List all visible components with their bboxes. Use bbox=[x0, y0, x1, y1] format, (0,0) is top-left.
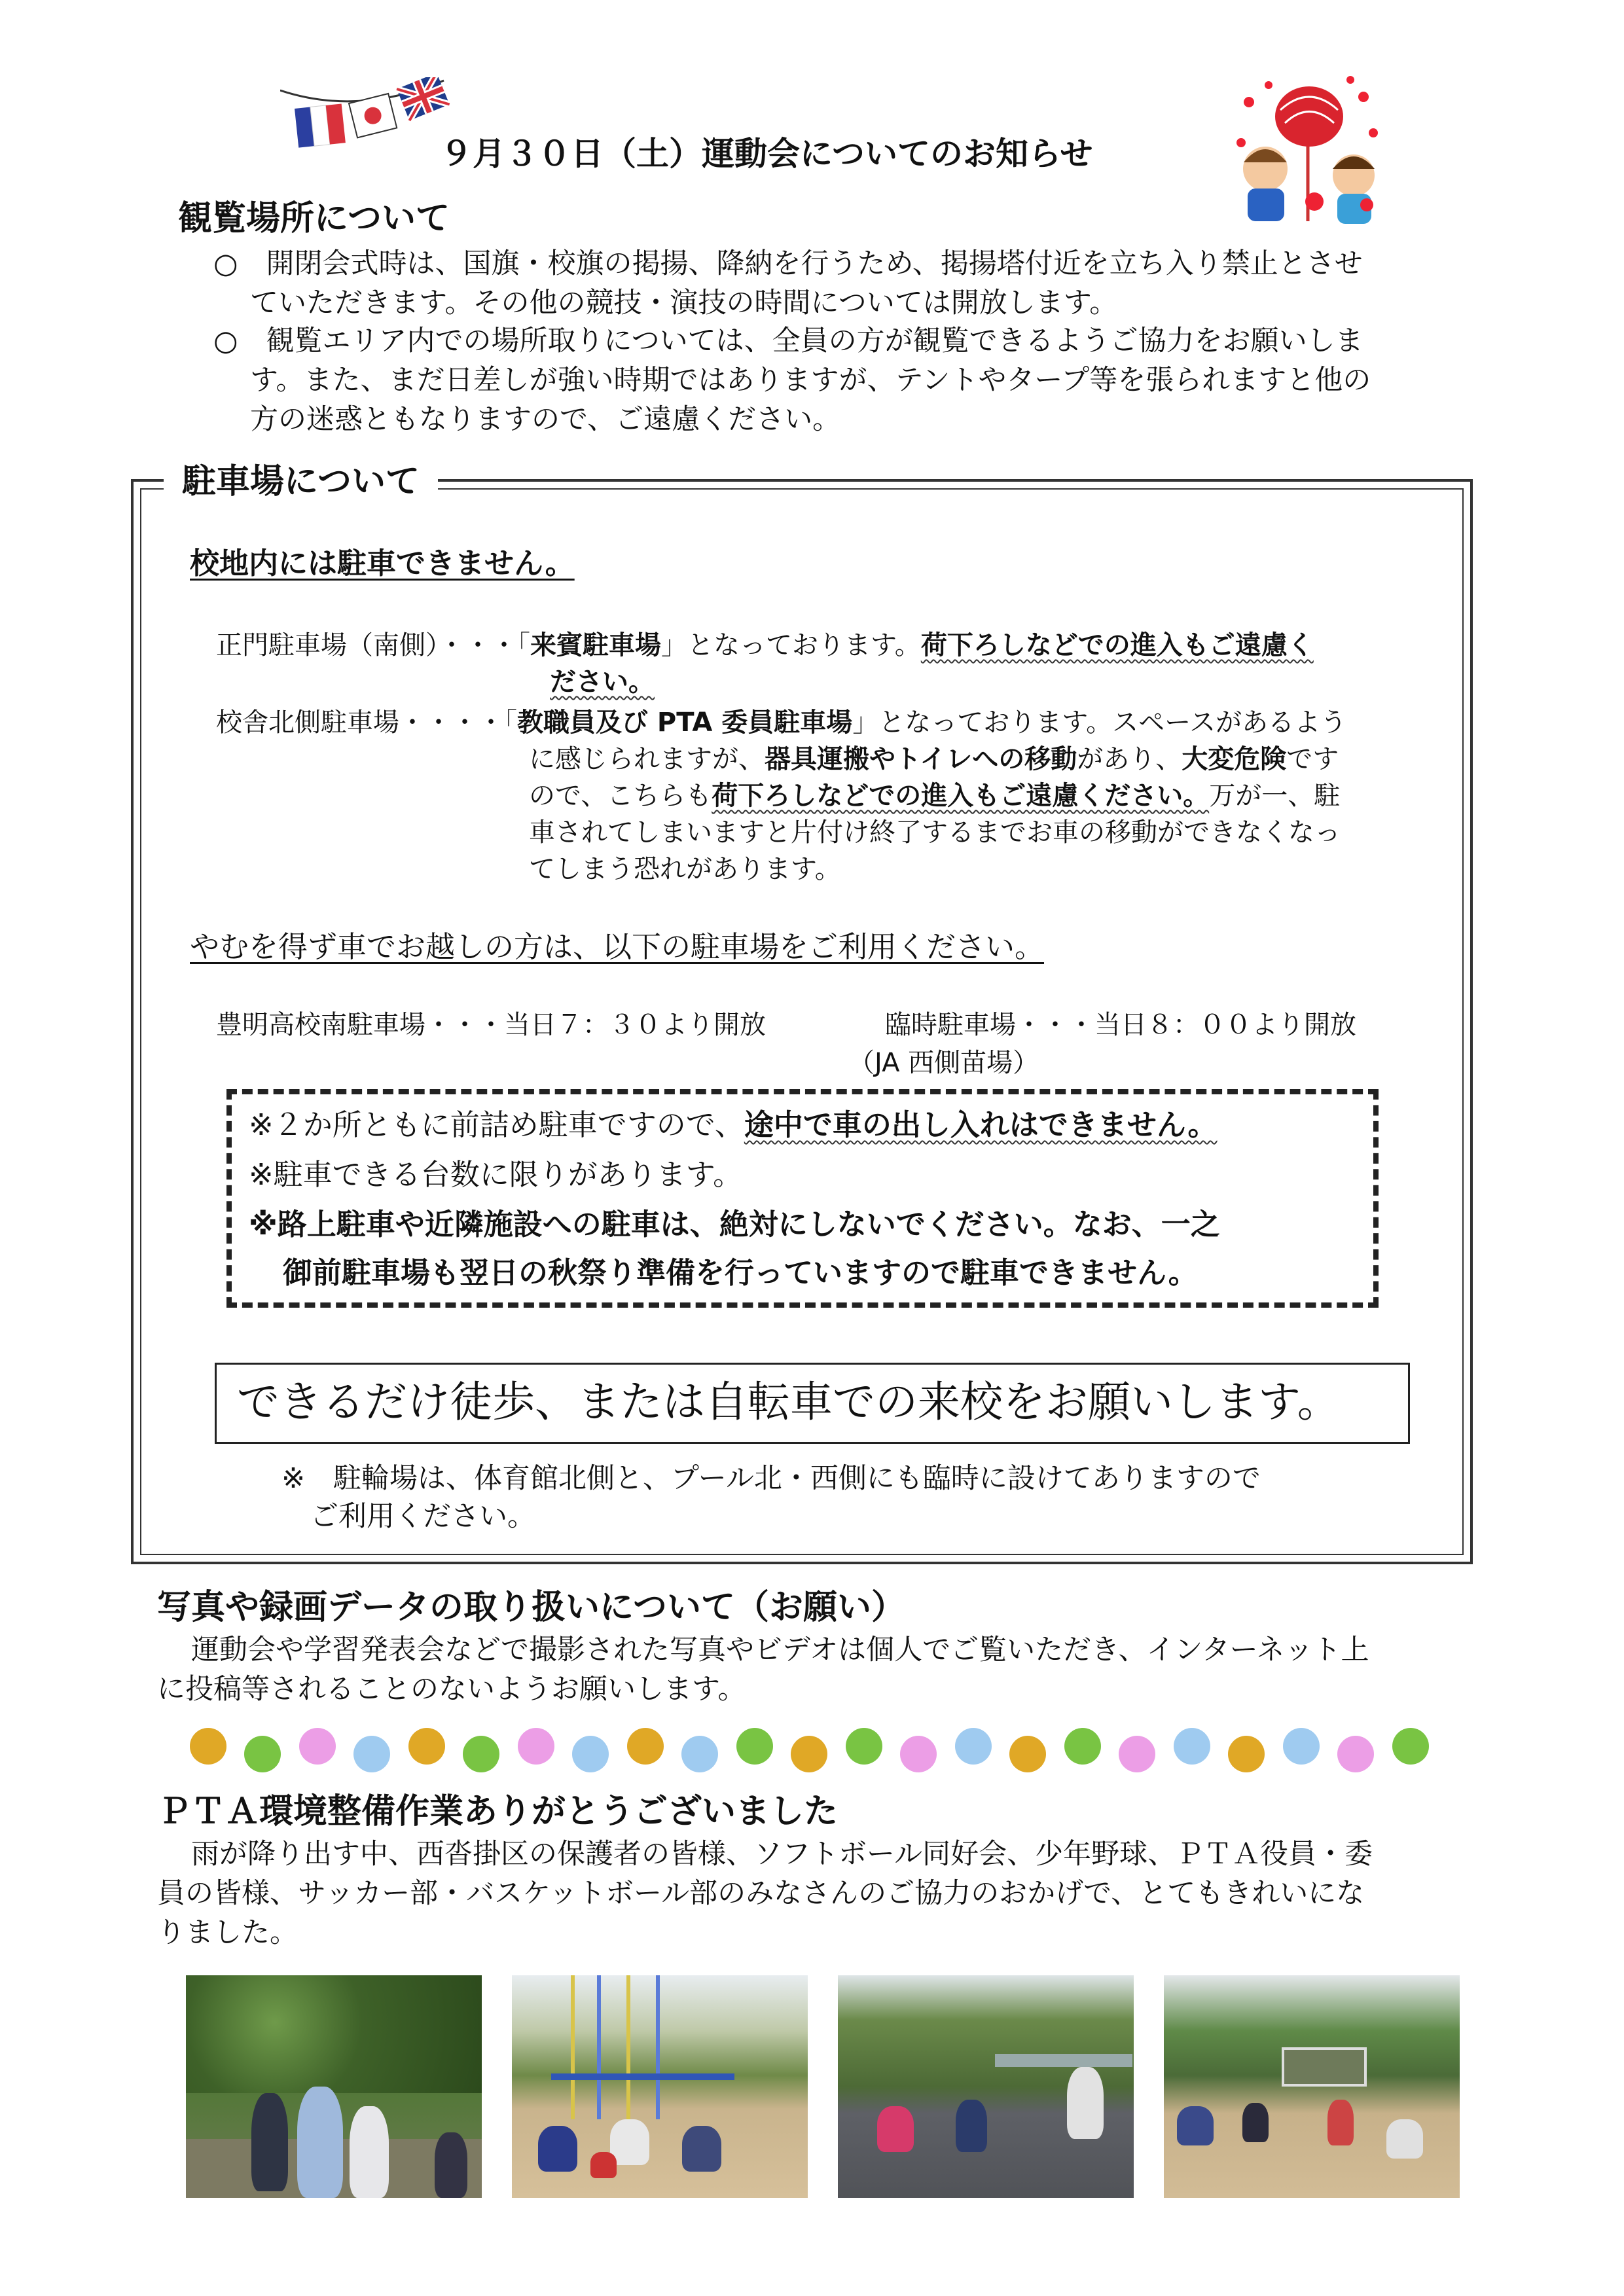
divider-dot bbox=[190, 1728, 226, 1765]
viewing-heading: 観覧場所について bbox=[178, 199, 450, 238]
north-lot-danger: 大変危険 bbox=[1182, 744, 1287, 774]
divider-dot bbox=[1119, 1736, 1155, 1772]
photo-policy-line1: 運動会や学習発表会などで撮影された写真やビデオは個人でご覧いただき、インターネット上 bbox=[191, 1634, 1369, 1666]
cleanup-photo-4 bbox=[1164, 1975, 1460, 2198]
pta-body-line2: 員の皆様、サッカー部・バスケットボール部のみなさんのご協力のおかげで、とてもきれいにな bbox=[157, 1877, 1365, 1910]
walk-banner-text: できるだけ徒歩、または自転車での来校をお願いします。 bbox=[237, 1378, 1340, 1427]
lot2-info: 臨時駐車場・・・当日８：００より開放 bbox=[885, 1010, 1356, 1040]
divider-dot bbox=[627, 1728, 664, 1765]
dots-divider bbox=[190, 1728, 1460, 1780]
note-no-street-line2: 御前駐車場も翌日の秋祭り準備を行っていますので駐車できません。 bbox=[283, 1255, 1198, 1290]
viewing-item1-line1: ○ 開閉会式時は、国旗・校旗の掲揚、降納を行うため、掲揚塔付近を立ち入り禁止とさせ bbox=[213, 247, 1363, 280]
south-lot-line1 bbox=[216, 632, 1314, 658]
page-title: ９月３０日（土）運動会についてのお知らせ bbox=[440, 135, 1093, 173]
north-lot-line5: てしまう恐れがあります。 bbox=[529, 854, 841, 884]
pta-heading: ＰＴＡ環境整備作業ありがとうございました bbox=[157, 1792, 839, 1831]
viewing-item1-line2: ていただきます。その他の競技・演技の時間については開放します。 bbox=[250, 287, 1118, 319]
north-lot-line2 bbox=[529, 746, 1339, 772]
north-lot-text: です bbox=[1286, 744, 1339, 774]
sports-day-kids-icon bbox=[1229, 71, 1394, 234]
divider-dot bbox=[681, 1736, 718, 1772]
north-lot-text: ので、こちらも bbox=[529, 781, 712, 811]
north-lot-emphasis: 器具運搬やトイレへの移動 bbox=[765, 744, 1077, 774]
bike-note-line1: ※ 駐輪場は、体育館北側と、プール北・西側にも臨時に設けてありますので bbox=[281, 1462, 1261, 1495]
cleanup-photo-3 bbox=[838, 1975, 1134, 2198]
divider-dot bbox=[572, 1736, 609, 1772]
cleanup-photo-1 bbox=[186, 1975, 482, 2198]
south-lot-mid: 」となっております。 bbox=[661, 630, 921, 660]
divider-dot bbox=[955, 1728, 992, 1765]
divider-dot bbox=[1283, 1728, 1320, 1765]
divider-dot bbox=[1064, 1728, 1101, 1765]
divider-dot bbox=[408, 1728, 445, 1765]
divider-dot bbox=[463, 1736, 499, 1772]
divider-dot bbox=[791, 1736, 827, 1772]
lot2-location: （JA 西側苗場） bbox=[848, 1048, 1039, 1078]
viewing-item2-line1: ○ 観覧エリア内での場所取りについては、全員の方が観覧できるようご協力をお願いしま bbox=[213, 325, 1363, 357]
divider-dot bbox=[1337, 1736, 1374, 1772]
bike-note-line2: ご利用ください。 bbox=[310, 1500, 535, 1533]
south-lot-label: 正門駐車場（南側）・・・「 bbox=[216, 630, 530, 660]
north-lot-rest: 」となっております。スペースがあるよう bbox=[852, 708, 1347, 738]
divider-dot bbox=[299, 1728, 336, 1765]
north-lot-text: 万が一、駐 bbox=[1209, 781, 1341, 811]
alt-parking-heading: やむを得ず車でお越しの方は、以下の駐車場をご利用ください。 bbox=[190, 929, 1045, 964]
divider-dot bbox=[244, 1736, 281, 1772]
note-no-street-line1: ※路上駐車や近隣施設への駐車は、絶対にしないでください。なお、一之 bbox=[249, 1207, 1220, 1242]
divider-dot bbox=[900, 1736, 937, 1772]
divider-dot bbox=[518, 1728, 554, 1765]
south-lot-warning-cont: ださい。 bbox=[550, 667, 655, 697]
divider-dot bbox=[353, 1736, 390, 1772]
divider-dot bbox=[1174, 1728, 1210, 1765]
viewing-item2-line3: 方の迷惑ともなりますので、ご遠慮ください。 bbox=[250, 403, 841, 436]
bunting-flags-icon bbox=[280, 77, 450, 169]
north-lot-line3 bbox=[529, 783, 1340, 809]
parking-heading: 駐車場について bbox=[164, 465, 438, 499]
north-lot-warning: 荷下ろしなどでの進入もご遠慮ください。 bbox=[712, 781, 1210, 811]
south-lot-warning: 荷下ろしなどでの進入もご遠慮く bbox=[920, 630, 1314, 660]
note-limited: ※駐車できる台数に限りがあります。 bbox=[249, 1157, 743, 1192]
photo-policy-heading: 写真や録画データの取り扱いについて（お願い） bbox=[157, 1588, 905, 1627]
viewing-item2-line2: す。また、まだ日差しが強い時期ではありますが、テントやタープ等を張られますと他の bbox=[250, 364, 1371, 397]
north-lot-line4: 車されてしまいますと片付け終了するまでお車の移動ができなくなっ bbox=[529, 817, 1341, 848]
note-emphasis: 途中で車の出し入れはできません。 bbox=[744, 1107, 1218, 1142]
no-parking-notice: 校地内には駐車できません。 bbox=[190, 546, 575, 581]
divider-dot bbox=[1228, 1736, 1265, 1772]
divider-dot bbox=[1392, 1728, 1429, 1765]
north-lot-name: 教職員及び PTA 委員駐車場 bbox=[517, 708, 853, 738]
photo-policy-line2: に投稿等されることのないようお願いします。 bbox=[157, 1673, 746, 1706]
note-text: ※２か所ともに前詰め駐車ですので、 bbox=[249, 1107, 744, 1142]
cleanup-photo-2 bbox=[512, 1975, 808, 2198]
divider-dot bbox=[736, 1728, 773, 1765]
north-lot-text: があり、 bbox=[1077, 744, 1182, 774]
lot1-info: 豊明高校南駐車場・・・当日７：３０より開放 bbox=[216, 1010, 766, 1040]
note-front-parking bbox=[249, 1107, 1218, 1142]
north-lot-text: に感じられますが、 bbox=[529, 744, 765, 774]
south-lot-name: 来賓駐車場 bbox=[530, 630, 661, 660]
divider-dot bbox=[1009, 1736, 1046, 1772]
pta-body-line3: りました。 bbox=[157, 1916, 298, 1949]
divider-dot bbox=[846, 1728, 882, 1765]
north-lot-line1 bbox=[216, 709, 1346, 736]
north-lot-label: 校舎北側駐車場・・・・「 bbox=[216, 708, 517, 738]
pta-body-line1: 雨が降り出す中、西沓掛区の保護者の皆様、ソフトボール同好会、少年野球、ＰＴＡ役員・委 bbox=[191, 1838, 1373, 1871]
